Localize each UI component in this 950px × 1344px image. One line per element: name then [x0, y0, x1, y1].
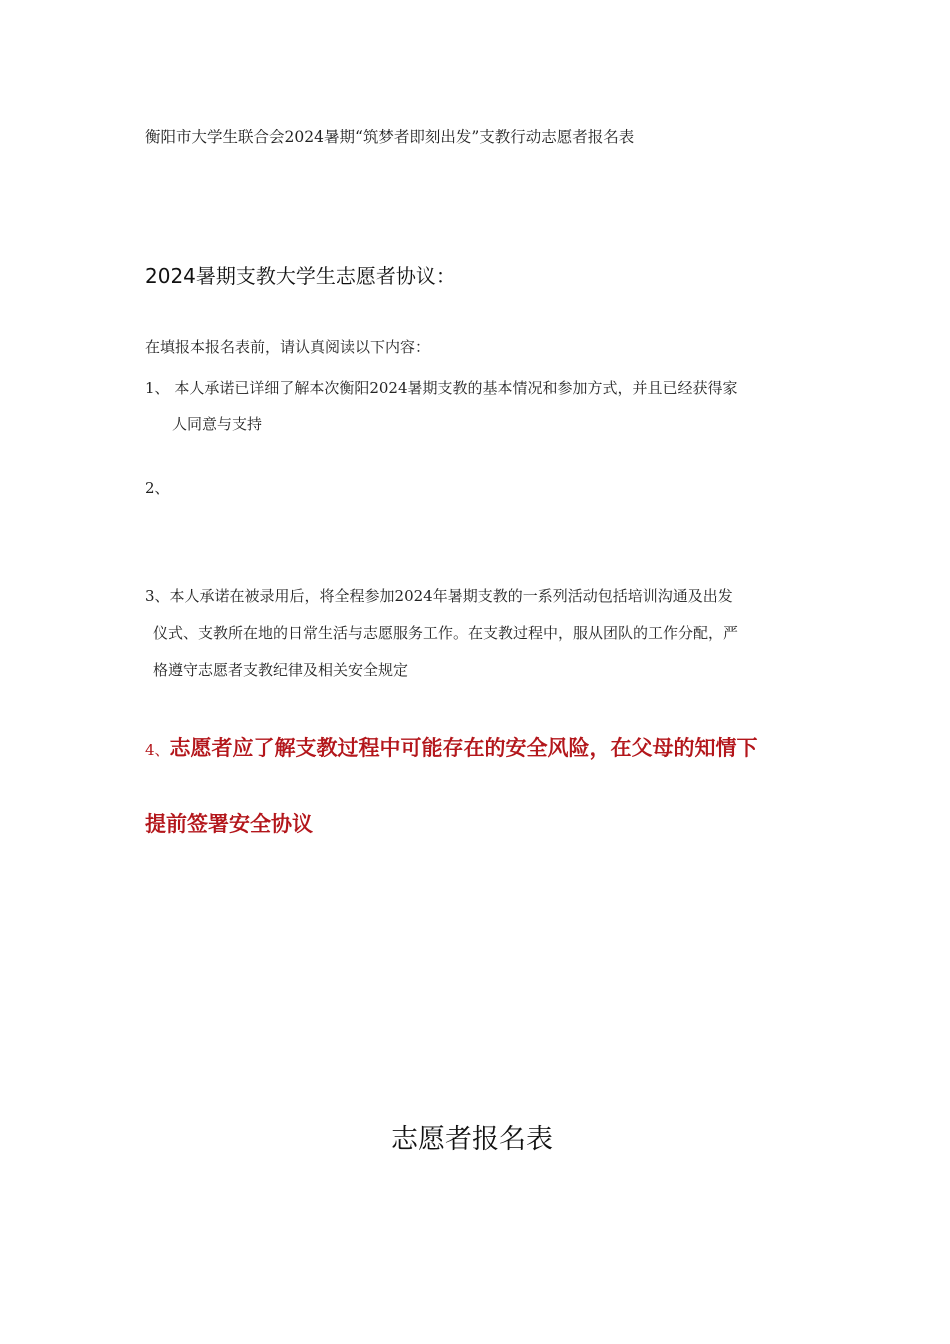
- intro-text: 在填报本报名表前，请认真阅读以下内容：: [145, 338, 431, 356]
- agreement-item-4-line-1: 志愿者应了解支教过程中可能存在的安全风险，在父母的知情下: [169, 736, 758, 760]
- agreement-item-1-line-1: 本人承诺已详细了解本次衡阳2024暑期支教的基本情况和参加方式，并且已经获得家: [174, 379, 738, 397]
- agreement-item-3-content: [145, 578, 810, 689]
- agreement-item-2-number: 2、: [145, 479, 170, 497]
- agreement-item-1: [145, 370, 810, 442]
- document-title: 衡阳市大学生联合会2024暑期“筑梦者即刻出发”支教行动志愿者报名表: [145, 128, 635, 146]
- agreement-heading: 2024暑期支教大学生志愿者协议：: [145, 264, 456, 288]
- agreement-item-3: [145, 578, 810, 689]
- agreement-item-2: [145, 476, 810, 500]
- agreement-item-3-number: 3、: [145, 587, 170, 605]
- agreement-item-1-number: 1、: [145, 379, 170, 397]
- form-title: [0, 1120, 950, 1160]
- agreement-item-4: [145, 730, 810, 842]
- agreement-item-4-number: 4、: [145, 741, 170, 759]
- agreement-item-1-content: [145, 370, 810, 442]
- agreement-item-1-line-2: 人同意与支持: [172, 415, 263, 433]
- agreement-item-4-line-2: 提前签署安全协议: [145, 812, 313, 836]
- agreement-item-3-line-3: 格遵守志愿者支教纪律及相关安全规定: [153, 661, 409, 679]
- agreement-item-3-line-2: 仪式、支教所在地的日常生活与志愿服务工作。在支教过程中，服从团队的工作分配，严: [153, 624, 739, 642]
- form-title-text: 志愿者报名表: [391, 1124, 553, 1155]
- agreement-item-3-line-1: 本人承诺在被录用后，将全程参加2024年暑期支教的一系列活动包括培训沟通及出发: [169, 587, 733, 605]
